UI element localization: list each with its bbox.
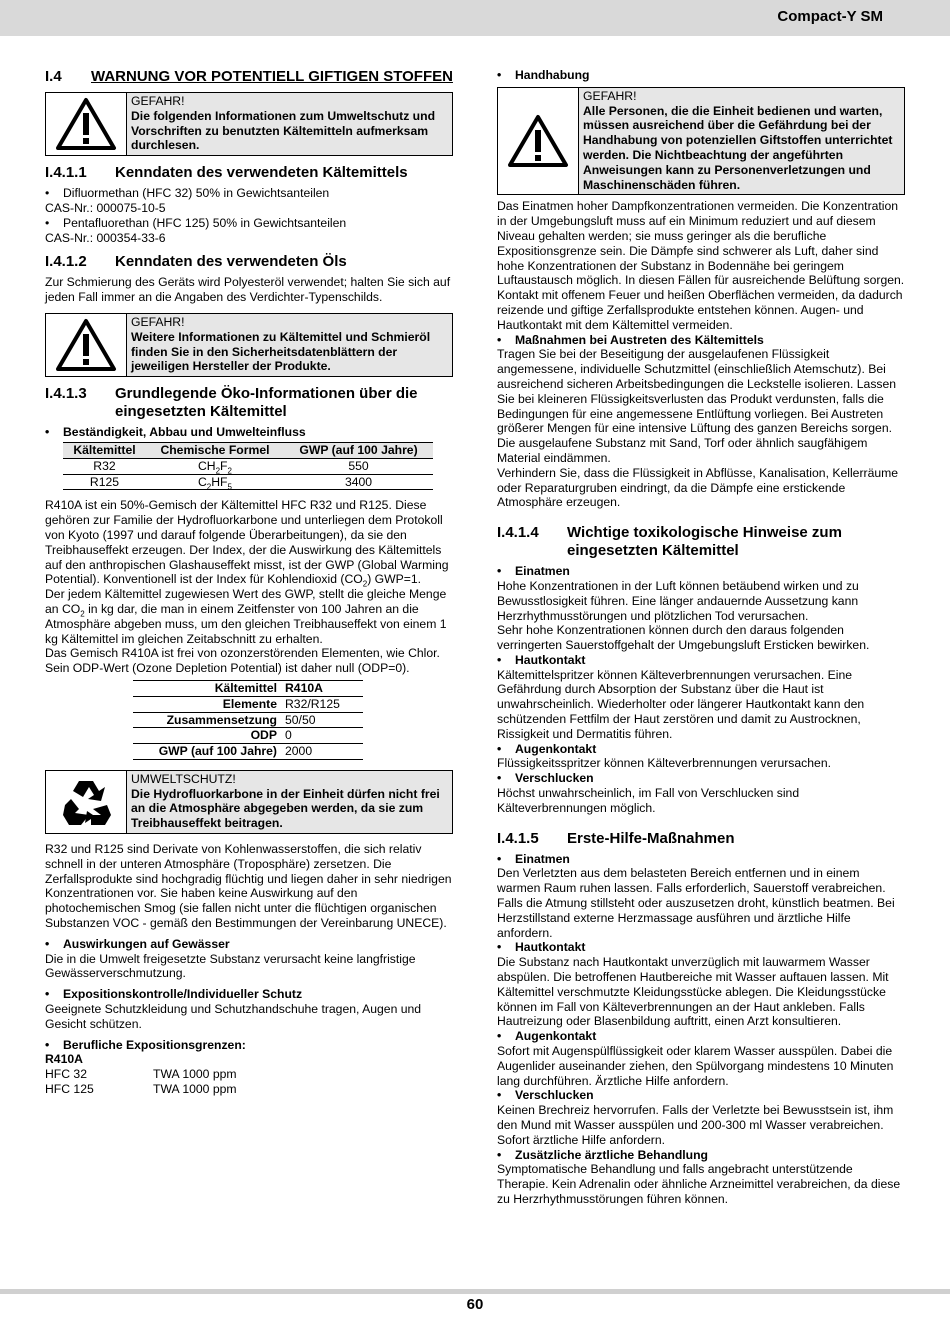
paragraph: Die in die Umwelt freigesetzte Substanz verursacht keine langfristige Gewässerverschmutzung. bbox=[45, 951, 416, 981]
paragraph: R410A ist ein 50%-Gemisch der Kältemittel HFC R32 und R125. Diese gehören zur Familie der Hydrofluorkarbone und unterliegen dem Protokoll von Kyoto (1997 und darauf folgende Überarbeitungen), da sie den Treibhauseffekt erzeugen. Der Index, der die Auswirkung des Kältemittels auf den anthropischen Glashauseffekt misst, ist der GWP (Global Warming Potential). Konventionell ist der Index für Kohlendioxid $(CO_2)$ GWP=1. bbox=[45, 498, 449, 589]
table-row: Kältemittel R410A bbox=[133, 680, 363, 696]
subsection-heading-415 bbox=[497, 830, 905, 848]
subsection-number: I.4.1.2 bbox=[45, 253, 87, 271]
table-header: GWP (auf 100 Jahre) bbox=[284, 442, 433, 458]
list-item: • Pentafluorethan (HFC 125) 50% in Gewichtsanteilen bbox=[45, 215, 347, 230]
list-item-text: Verschlucken bbox=[515, 771, 594, 786]
paragraph: Keinen Brechreiz hervorrufen. Falls der Verletzte bei Bewusstsein ist, ihm den Mund mit Wasser ausspülen und 200-300 ml Wasser verabreichen. Sofort ärztliche Hilfe anfordern. bbox=[497, 1103, 894, 1147]
paragraph: Flüssigkeitsspritzer können Kälteverbrennungen verursachen. bbox=[497, 756, 831, 771]
environment-text: Die Hydrofluorkarbone in der Einheit dürfen nicht frei an die Atmosphäre abgegeben werden, da sie zum Treibhauseffekt beitragen. bbox=[131, 786, 440, 831]
r410a-table bbox=[133, 680, 363, 760]
table-cell: 550 bbox=[284, 458, 433, 474]
warning-icon bbox=[46, 93, 127, 155]
subsection-number: I.4.1.3 bbox=[45, 385, 87, 403]
table-cell: R32 bbox=[63, 458, 146, 474]
paragraph: Die Substanz nach Hautkontakt unverzüglich mit lauwarmem Wasser abspülen. Die betroffenen Hautbereiche mit Wasser auftauen lassen. Mit Kältemittel verschmutzte Kleidungsstücke ablegen. Die Kleidungsstücke können im Fall von Kälteverbrennungen an der Haut ankleben. Falls Hautreizung oder Blasenbildung auftritt, einen Arzt konsultieren. bbox=[497, 955, 889, 1029]
list-item-text: Einatmen bbox=[515, 851, 570, 866]
subsection-heading-412 bbox=[45, 253, 453, 271]
list-item-text: Difluormethan (HFC 32) 50% in Gewichtsanteilen bbox=[63, 186, 330, 201]
left-column bbox=[45, 68, 453, 1097]
list-item-text: Einatmen bbox=[515, 564, 570, 579]
paragraph: Zur Schmierung des Geräts wird Polyesteröl verwendet; halten Sie sich auf jeden Fall immer an die Angaben des Verdichter-Typenschilds. bbox=[45, 275, 451, 305]
list-item: • Einatmen bbox=[497, 564, 570, 579]
subsection-heading-413 bbox=[45, 385, 453, 421]
list-item: • Augenkontakt bbox=[497, 1029, 597, 1044]
list-item: • Beständigkeit, Abbau und Umwelteinfluss bbox=[45, 425, 306, 440]
list-item: • Handhabung bbox=[497, 68, 590, 82]
danger-label: GEFAHR! bbox=[131, 94, 185, 108]
list-item-text: Verschlucken bbox=[515, 1088, 594, 1103]
paragraph: Sofort mit Augenspülflüssigkeit oder klarem Wasser ausspülen. Dabei die Augenlider auseinander ziehen, den Spülvorgang mindestens 10 Minuten lang durchführen. Ärztliche Hilfe anfordern. bbox=[497, 1044, 894, 1088]
exposure-row: HFC 32 TWA 1000 ppm bbox=[45, 1067, 237, 1082]
exposure-row: HFC 125 TWA 1000 ppm bbox=[45, 1082, 237, 1097]
paragraph: Der jedem Kältemittel zugewiesen Wert des GWP, stellt die gleiche Menge an $CO_2$ in kg dar, die man in einem Zeitfenster von 100 Jahren an die Atmosphäre abgeben muss, um den gleichen Treibhauseffekt von einem 1 kg Kältemittel im gleichen Zeitabschnitt zu erhalten. bbox=[45, 587, 447, 646]
list-item-text: Maßnahmen bei Austreten des Kältemittels bbox=[515, 332, 764, 347]
subsection-title: Wichtige toxikologische Hinweise zum eingesetzten Kältemittel bbox=[567, 524, 842, 560]
section-number: I.4 bbox=[45, 68, 62, 85]
danger-text: Die folgenden Informationen zum Umweltschutz und Vorschriften zu benutzten Kältemitteln aufmerksam durchlesen. bbox=[131, 108, 436, 153]
paragraph: Symptomatische Behandlung und falls angebracht unterstützende Therapie. Kein Adrenalin oder ähnliche Arzneimittel verabreichen, da diese zu Herzrhythmusstörungen führen können. bbox=[497, 1162, 901, 1206]
list-item-text: Expositionskontrolle/Individueller Schutz bbox=[63, 987, 303, 1002]
table-cell-formula: $CH_2F_2$ bbox=[146, 458, 284, 474]
table-row bbox=[63, 458, 433, 474]
table-row bbox=[63, 474, 433, 490]
list-item: • Augenkontakt bbox=[497, 741, 597, 756]
table-row: ODP 0 bbox=[133, 728, 363, 744]
paragraph: R32 und R125 sind Derivate von Kohlenwasserstoffen, die sich relativ schnell in der unteren Atmosphäre (Troposphäre) zersetzen. Die Zerfallsprodukte sind hochgradig flüchtig und liegen daher in sehr niedrigen Konzentrationen vor. Sie haben keine Auswirkung auf den photochemischen Smog (sie fallen nicht unter die flüchtigen organischen Substanzen VOC - gemäß den Bestimmungen der Vereinbarung UNECE). bbox=[45, 842, 452, 931]
list-item: • Einatmen bbox=[497, 851, 570, 866]
paragraph: Das Gemisch R410A ist frei von ozonzerstörenden Elementen, wie Chlor. Sein ODP-Wert (Ozone Depletion Potential) ist daher null (ODP=0). bbox=[45, 646, 440, 676]
paragraph: Geeignete Schutzkleidung und Schutzhandschuhe tragen, Augen und Gesicht schützen. bbox=[45, 1002, 422, 1031]
paragraph: Höchst unwahrscheinlich, im Fall von Verschlucken sind Kälteverbrennungen möglich. bbox=[497, 786, 800, 815]
refrigerant-table bbox=[63, 442, 433, 490]
subsection-heading-414 bbox=[497, 524, 905, 560]
list-item: • Hautkontakt bbox=[497, 652, 586, 667]
table-cell-formula: $C_2HF_5$ bbox=[146, 474, 284, 490]
table-header: Kältemittel bbox=[63, 442, 146, 458]
list-item-text: Beständigkeit, Abbau und Umwelteinfluss bbox=[63, 425, 306, 440]
list-item-text: Pentafluorethan (HFC 125) 50% in Gewichtsanteilen bbox=[63, 215, 347, 230]
danger-label: GEFAHR! bbox=[131, 314, 185, 329]
list-item: • Verschlucken bbox=[497, 771, 594, 786]
list-item-text: Auswirkungen auf Gewässer bbox=[63, 936, 230, 951]
paragraph: Den Verletzten aus dem belasteten Bereich entfernen und in einem warmen Raum ruhen lassen. Falls erforderlich, Sauerstoff verabreichen. Falls die Atmung stillsteht oder auszusetzen droht, künstlich beatmen. Bei Herzstillstand externe Herzmassage ausführen und ärztliche Hilfe anfordern. bbox=[497, 866, 895, 940]
header-bar bbox=[0, 0, 950, 36]
danger-label: GEFAHR! bbox=[583, 88, 637, 103]
right-column bbox=[497, 68, 905, 1207]
list-item: • Zusätzliche ärztliche Behandlung bbox=[497, 1147, 709, 1162]
subsection-title: Kenndaten des verwendeten Kältemittels bbox=[115, 164, 408, 182]
subsection-title: Kenndaten des verwendeten Öls bbox=[115, 253, 347, 271]
warning-icon bbox=[46, 314, 127, 376]
list-item: • Berufliche Expositionsgrenzen: bbox=[45, 1037, 246, 1052]
section-heading bbox=[45, 68, 453, 86]
table-header: Chemische Formel bbox=[146, 442, 284, 458]
danger-text: Weitere Informationen zu Kältemittel und Schmieröl finden Sie in den Sicherheitsdatenblättern der jeweiligen Hersteller der Produkte. bbox=[131, 329, 431, 374]
list-item: • Auswirkungen auf Gewässer bbox=[45, 936, 230, 951]
header-title: Compact-Y SM bbox=[777, 8, 883, 25]
cas-number: CAS-Nr.: 000075-10-5 bbox=[45, 200, 166, 215]
subsection-title: Erste-Hilfe-Maßnahmen bbox=[567, 829, 735, 847]
list-item: • Expositionskontrolle/Individueller Schutz bbox=[45, 987, 303, 1002]
list-item-text: Berufliche Expositionsgrenzen: bbox=[63, 1037, 246, 1052]
table-row: Elemente R32/R125 bbox=[133, 696, 363, 712]
footer-bar bbox=[0, 1289, 950, 1294]
environment-box bbox=[45, 770, 453, 834]
paragraph: Hohe Konzentrationen in der Luft können betäubend wirken und zu Bewusstlosigkeit führen. Eine länger andauernde Aussetzung kann Herzrhythmusstörungen und plötzlichen Tod verursachen. bbox=[497, 578, 859, 623]
recycle-icon bbox=[46, 771, 127, 833]
warning-icon bbox=[498, 88, 579, 195]
danger-box-3 bbox=[497, 87, 905, 196]
subsection-title: Grundlegende Öko-Informationen über die eingesetzten Kältemittel bbox=[115, 385, 418, 421]
paragraph: Die ausgelaufene Substanz mit Sand, Torf oder ähnlich saugfähigem Material eindämmen. bbox=[497, 436, 868, 465]
danger-text: Alle Personen, die die Einheit bedienen und warten, müssen ausreichend über die Gefährdung bei der Handhabung von potenziellen Giftstoffen unterrichtet werden. Die Nichtbeachtung der angeführten Anweisungen kann zu Personenverletzungen und Maschinenschäden führen. bbox=[583, 103, 893, 192]
list-item: • Maßnahmen bei Austreten des Kältemittels bbox=[497, 332, 764, 347]
list-item-text: Hautkontakt bbox=[515, 652, 586, 667]
paragraph: Das Einatmen hoher Dampfkonzentrationen vermeiden. Die Konzentration in der Umgebungsluft muss auf ein Minimum reduziert und auf diesem Niveau gehalten werden; sie muss geringer als die berufliche Expositionsgrenze sein. Die Dämpfe sind schwerer als Luft, daher sind hohe Konzentrationen der Substanz in Bodennähe bei geringem Luftaustausch möglich. In diesen Fällen für ausreichende Belüftung sorgen. Kontakt mit offenem Feuer und heißen Oberflächen vermeiden, da dadurch reizende und giftige Zerfallsprodukte entstehen können. Augen- und Hautkontakt mit dem Kältemittel vermeiden. bbox=[497, 199, 905, 332]
danger-box-1 bbox=[45, 92, 453, 156]
subsection-number: I.4.1.4 bbox=[497, 524, 539, 542]
list-item-text: Zusätzliche ärztliche Behandlung bbox=[515, 1147, 709, 1162]
subsection-heading-411 bbox=[45, 164, 453, 182]
paragraph: Sehr hohe Konzentrationen können durch den daraus folgenden verringerten Sauerstoffgehalt der Umgebungsluft Ersticken bewirken. bbox=[497, 623, 870, 653]
section-title: WARNUNG VOR POTENTIELL GIFTIGEN STOFFEN bbox=[91, 68, 453, 85]
list-item: • Hautkontakt bbox=[497, 940, 586, 955]
subsection-number: I.4.1.5 bbox=[497, 829, 539, 847]
page-number: 60 bbox=[466, 1296, 484, 1313]
table-row: GWP (auf 100 Jahre) 2000 bbox=[133, 744, 363, 760]
paragraph: Kältemittelspritzer können Kälteverbrennungen verursachen. Eine Gefährdung durch Absorption der Substanz über die Haut ist unwahrscheinlich. Wiederholter oder längerer Hautkontakt kann den schützenden Fettfilm der Haut zerstören und damit zu Austrocknen, Rissigkeit und Dermatitis führen. bbox=[497, 667, 865, 741]
list-item-text: Handhabung bbox=[515, 68, 590, 82]
paragraph: Verhindern Sie, dass die Flüssigkeit in Abflüsse, Kanalisation, Kellerräume oder Reparaturgruben eindringt, da die Dämpfe eine erstickende Atmosphäre erzeugen. bbox=[497, 465, 899, 510]
list-item-text: Augenkontakt bbox=[515, 1029, 597, 1044]
list-item-text: Hautkontakt bbox=[515, 940, 586, 955]
table-row: Zusammensetzung 50/50 bbox=[133, 712, 363, 728]
cas-number: CAS-Nr.: 000354-33-6 bbox=[45, 230, 166, 245]
list-item: • Difluormethan (HFC 32) 50% in Gewichtsanteilen bbox=[45, 186, 330, 201]
environment-label: UMWELTSCHUTZ! bbox=[131, 771, 236, 786]
table-cell: 3400 bbox=[284, 474, 433, 490]
paragraph: Tragen Sie bei der Beseitigung der ausgelaufenen Flüssigkeit angemessene, individuelle Schutzmittel (einschließlich Atemschutz). Bei ausreichend sicheren Arbeitsbedingungen die Leckstelle isolieren. Lassen Sie bei kleineren Flüssigkeitsverlusten das Produkt verdunsten, falls die Bedingungen für eine angemessene Entlüftung vorliegen. Bei Austreten größerer Mengen für eine intensive Lüftung des ganzen Bereichs sorgen. bbox=[497, 347, 897, 436]
exposure-subtitle: R410A bbox=[45, 1052, 83, 1067]
subsection-number: I.4.1.1 bbox=[45, 164, 87, 182]
danger-box-2 bbox=[45, 313, 453, 377]
list-item: • Verschlucken bbox=[497, 1088, 594, 1103]
table-cell: R125 bbox=[63, 474, 146, 490]
list-item-text: Augenkontakt bbox=[515, 741, 597, 756]
